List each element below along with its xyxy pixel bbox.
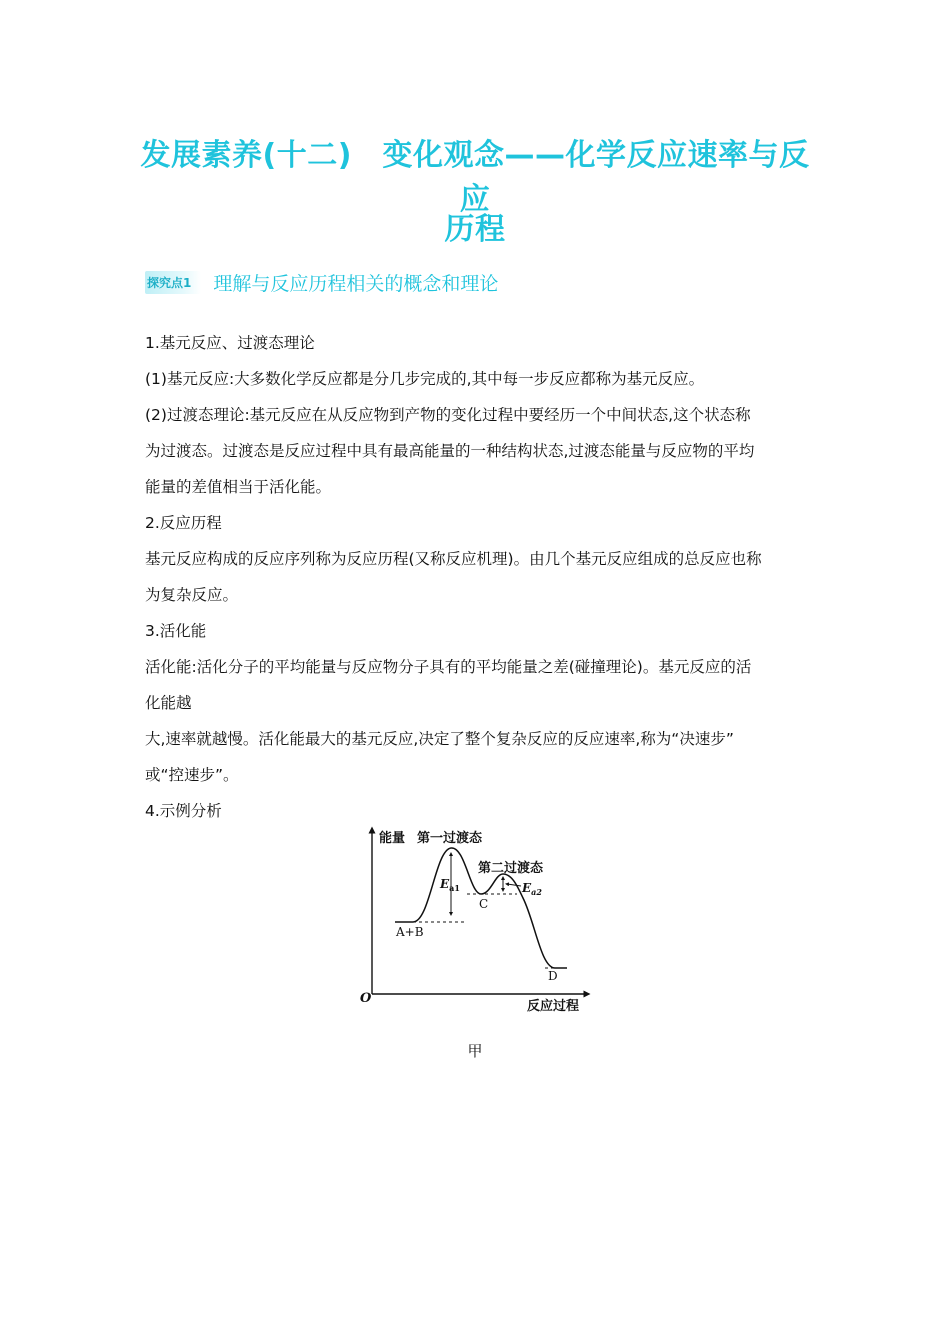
product-label: D <box>548 969 558 983</box>
ea2-main: E <box>522 881 532 895</box>
paragraph-mechanism-line-1: 基元反应构成的反应序列称为反应历程(又称反应机理)。由几个基元反应组成的总反应也称 <box>145 550 762 568</box>
intermediate-label: C <box>479 897 489 911</box>
heading-example-analysis: 4.示例分析 <box>145 802 222 820</box>
section-title: 理解与反应历程相关的概念和理论 <box>213 272 499 295</box>
paragraph-transition-state-line-2: 为过渡态。过渡态是反应过程中具有最高能量的一种结构状态,过渡态能量与反应物的平均 <box>145 442 755 460</box>
paragraph-elementary-reaction: (1)基元反应:大多数化学反应都是分几步完成的,其中每一步反应都称为基元反应。 <box>145 370 705 388</box>
paragraph-activation-line-2: 化能越 <box>145 694 192 712</box>
ea1-main: E <box>440 877 450 891</box>
section-heading <box>145 268 498 296</box>
heading-reaction-mechanism: 2.反应历程 <box>145 514 222 532</box>
ea2-pointer <box>507 884 521 886</box>
figure-caption: 甲 <box>467 1042 483 1060</box>
section-badge: 探究点1 <box>145 271 201 294</box>
ea1-sub: a1 <box>449 883 460 893</box>
heading-activation-energy: 3.活化能 <box>145 622 207 640</box>
ts2-label: 第二过渡态 <box>478 861 544 876</box>
ea1-label <box>439 877 460 893</box>
energy-profile-svg <box>355 822 595 1022</box>
x-axis-label: 反应过程 <box>527 999 580 1014</box>
ea2-sub: a2 <box>531 887 542 897</box>
energy-profile-diagram <box>355 822 595 1022</box>
page-title-line-1: 发展素养(十二) 变化观念——化学反应速率与反应 <box>140 138 810 217</box>
ts1-label: 第一过渡态 <box>417 831 483 846</box>
paragraph-activation-line-1: 活化能:活化分子的平均能量与反应物分子具有的平均能量之差(碰撞理论)。基元反应的活 <box>145 658 752 676</box>
y-axis-label: 能量 <box>379 831 406 846</box>
paragraph-activation-line-3: 大,速率就越慢。活化能最大的基元反应,决定了整个复杂反应的反应速率,称为“决速步” <box>145 730 734 748</box>
paragraph-transition-state-line-1: (2)过渡态理论:基元反应在从反应物到产物的变化过程中要经历一个中间状态,这个状态称 <box>145 406 751 424</box>
reactant-label: A+B <box>396 925 424 939</box>
page-title-line-2: 历程 <box>444 212 506 247</box>
origin-label: O <box>360 991 372 1006</box>
paragraph-transition-state-line-3: 能量的差值相当于活化能。 <box>145 478 332 496</box>
content-body <box>145 325 810 829</box>
ea2-label <box>521 881 542 897</box>
paragraph-mechanism-line-2: 为复杂反应。 <box>145 586 239 604</box>
paragraph-activation-line-4: 或“控速步”。 <box>145 766 239 784</box>
heading-elementary-reaction: 1.基元反应、过渡态理论 <box>145 334 315 352</box>
